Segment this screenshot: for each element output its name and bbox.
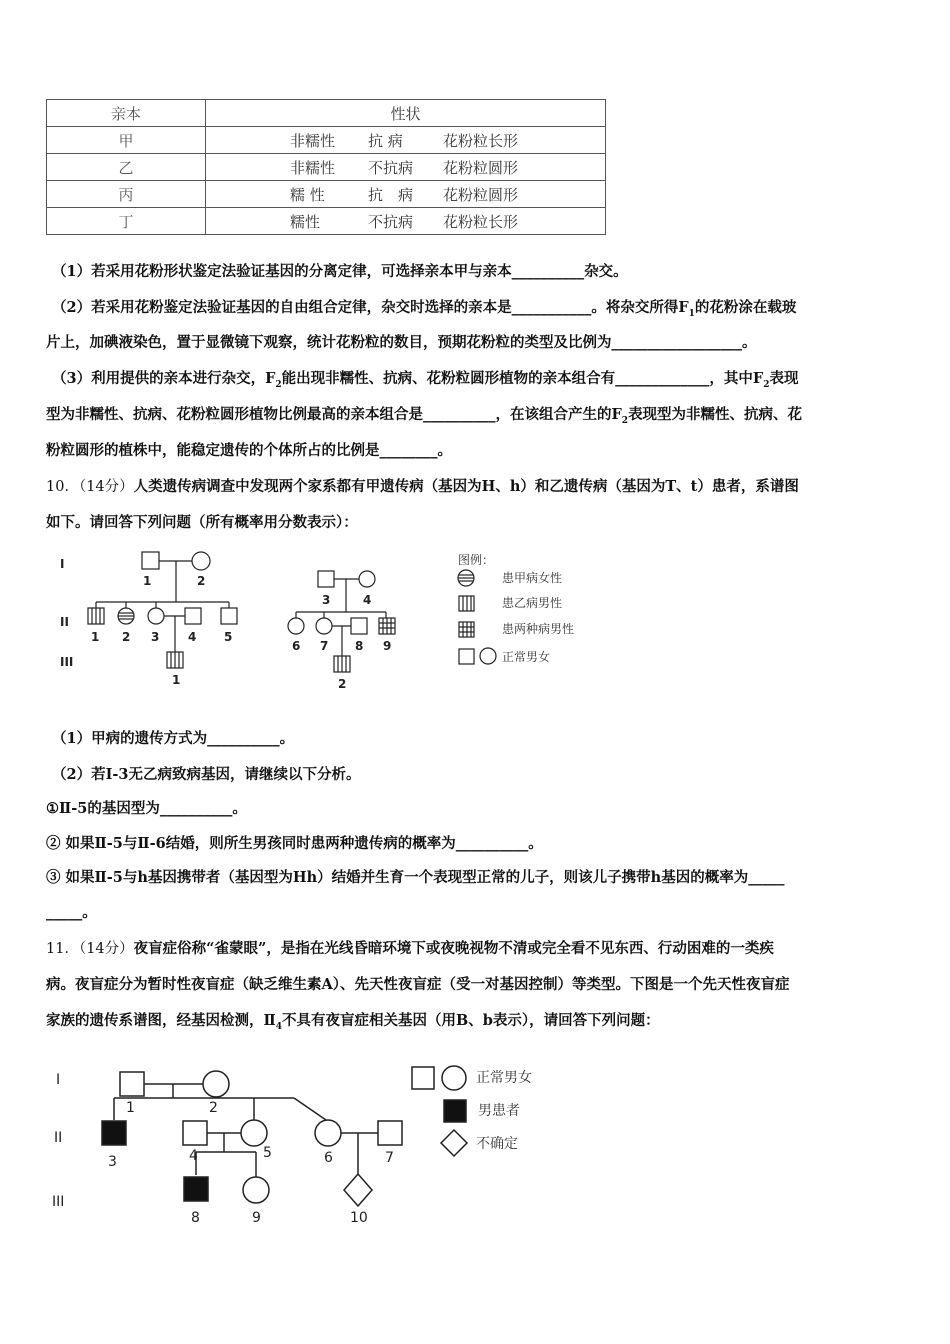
- q9-p3a-mid: 能出现非糯性、抗病、花粉粒圆形植物的亲本组合有_____________，其中F: [281, 370, 764, 387]
- gen-label: I: [56, 1072, 61, 1088]
- q9-p2a-tail: 的花粉涂在载玻: [694, 299, 797, 316]
- parent-cell: 丙: [47, 181, 206, 208]
- individual-label: 6: [292, 639, 301, 653]
- header-trait: 性状: [206, 100, 606, 127]
- q9-part3-line2: [46, 405, 908, 431]
- individual-label: 9: [383, 639, 392, 653]
- q11-intro-line1: [46, 939, 908, 959]
- q10-s3: ①Ⅱ-5的基因型为__________。: [46, 800, 247, 817]
- individual-label: 8: [191, 1210, 200, 1226]
- individual-label: 3: [151, 630, 160, 644]
- q9-p3b-tail: 表现型为非糯性、抗病、花: [628, 406, 803, 423]
- q9-p3a-head: （3）利用提供的亲本进行杂交，F: [52, 370, 276, 387]
- subscript: 2: [621, 415, 629, 426]
- table-row: [47, 154, 606, 181]
- male-symbol: [221, 608, 237, 624]
- male-symbol: [142, 552, 159, 569]
- table-header-row: [47, 100, 606, 127]
- individual-label: 1: [172, 673, 181, 687]
- male-symbol: [318, 571, 334, 587]
- legend-normal-female-icon: [480, 648, 496, 664]
- uncertain-symbol: [344, 1174, 372, 1206]
- q10-s4: ② 如果Ⅱ-5与Ⅱ-6结婚，则所生男孩同时患两种遗传病的概率为__________。: [46, 835, 543, 852]
- legend-uncertain-icon: [441, 1130, 467, 1156]
- trait-cell: [206, 127, 606, 154]
- q10-intro-line2: 如下。请回答下列问题（所有概率用分数表示）：: [46, 514, 358, 531]
- individual-label: 2: [197, 574, 206, 588]
- female-symbol: [288, 618, 304, 634]
- q9-p2a: （2）若采用花粉鉴定法验证基因的自由组合定律，杂交时选择的亲本是___________。将杂交所得F: [52, 299, 689, 316]
- trait-3: 花粉粒圆形: [443, 185, 519, 204]
- q10-s1: （1）甲病的遗传方式为__________。: [52, 730, 295, 747]
- trait-cell: [206, 181, 606, 208]
- legend-normal-female-icon: [442, 1066, 466, 1090]
- legend-label: 患乙病男性: [502, 596, 563, 610]
- gen-label: I: [60, 557, 65, 571]
- q11-intro-line2: 病。夜盲症分为暂时性夜盲症（缺乏维生素A）、先天性夜盲症（受一对基因控制）等类型。下图是一个先天性夜盲症: [46, 976, 790, 993]
- pedigree-figure-11: [46, 1060, 606, 1235]
- individual-label: 8: [355, 639, 364, 653]
- trait-1: 非糯性: [290, 131, 336, 150]
- trait-2: 不抗病: [368, 158, 414, 177]
- q11-intro1: 夜盲症俗称“雀蒙眼”，是指在光线昏暗环境下或夜晚视物不清或完全看不见东西、行动困难的一类疾: [133, 940, 774, 957]
- individual-label: 6: [324, 1150, 333, 1166]
- affected-male-symbol: [102, 1121, 126, 1145]
- subscript: 4: [275, 1021, 282, 1032]
- trait-2: 不抗病: [368, 212, 414, 231]
- q11-number: 11．（14分）: [46, 941, 134, 957]
- trait-2: 抗 病: [368, 185, 414, 204]
- individual-label: 1: [126, 1100, 135, 1116]
- gen-label: III: [52, 1194, 65, 1210]
- individual-label: 1: [143, 574, 152, 588]
- trait-cell: [206, 208, 606, 235]
- gen-label: II: [60, 615, 69, 629]
- q10-number: 10．（14分）: [46, 479, 134, 495]
- individual-label: 4: [363, 593, 372, 607]
- q9-p3b-head: 型为非糯性、抗病、花粉粒圆形植物比例最高的亲本组合是__________，在该组合产生的F: [46, 406, 622, 423]
- female-symbol: [243, 1177, 269, 1203]
- gen-label: III: [60, 655, 74, 669]
- individual-label: 5: [263, 1145, 272, 1161]
- individual-label: 4: [188, 630, 197, 644]
- individual-label: 4: [189, 1148, 198, 1164]
- traits-table: [46, 99, 606, 235]
- individual-label: 1: [91, 630, 100, 644]
- female-symbol: [203, 1071, 229, 1097]
- trait-1: 糯性: [290, 212, 321, 231]
- trait-cell: [206, 154, 606, 181]
- legend-label: 患甲病女性: [502, 571, 563, 585]
- individual-label: 7: [320, 639, 329, 653]
- female-symbol: [359, 571, 375, 587]
- header-parent: 亲本: [47, 100, 206, 127]
- individual-label: 2: [338, 677, 347, 690]
- q11-intro-line3: [46, 1011, 908, 1037]
- legend-title: 图例：: [458, 553, 495, 567]
- individual-label: 9: [252, 1210, 261, 1226]
- individual-label: 2: [209, 1100, 218, 1116]
- q9-part2-line1: [52, 298, 914, 324]
- subscript: 1: [688, 308, 695, 319]
- male-symbol: [185, 608, 201, 624]
- legend-affected-male-icon: [444, 1100, 466, 1122]
- q10-s2: （2）若I-3无乙病致病基因，请继续以下分析。: [52, 766, 361, 783]
- q9-part3-line3: 粉粒圆形的植株中，能稳定遗传的个体所占的比例是________。: [46, 442, 452, 459]
- legend-label: 不确定: [476, 1136, 518, 1152]
- male-symbol: [378, 1121, 402, 1145]
- individual-label: 5: [224, 630, 233, 644]
- individual-label: 2: [122, 630, 131, 644]
- legend-label: 男患者: [478, 1103, 520, 1119]
- affected-male-symbol: [184, 1177, 208, 1201]
- male-symbol: [120, 1072, 144, 1096]
- q9-part2-line2: 片上，加碘液染色，置于显微镜下观察，统计花粉粒的数目，预期花粉粒的类型及比例为__________________。: [46, 334, 757, 351]
- trait-3: 花粉粒长形: [443, 131, 519, 150]
- parent-cell: 甲: [47, 127, 206, 154]
- subscript: 2: [763, 379, 770, 390]
- pedigree-figure-10: [46, 540, 606, 690]
- table-row: [47, 208, 606, 235]
- q9-part3-line1: [52, 369, 914, 395]
- parent-cell: 乙: [47, 154, 206, 181]
- female-symbol: [148, 608, 164, 624]
- trait-1: 糯 性: [290, 185, 325, 204]
- individual-label: 3: [108, 1154, 117, 1170]
- individual-label: 7: [385, 1150, 394, 1166]
- female-symbol: [241, 1120, 267, 1146]
- legend-normal-male-icon: [412, 1067, 434, 1089]
- table-row: [47, 181, 606, 208]
- parent-cell: 丁: [47, 208, 206, 235]
- individual-label: 10: [350, 1210, 368, 1226]
- gen-label: II: [54, 1130, 63, 1146]
- legend-label: 患两种病男性: [502, 622, 575, 636]
- q10-intro1: 人类遗传病调查中发现两个家系都有甲遗传病（基因为H、h）和乙遗传病（基因为T、t）患者，系谱图: [133, 478, 799, 495]
- individual-label: 3: [322, 593, 331, 607]
- legend-label: 正常男女: [476, 1070, 532, 1086]
- q10-intro-line1: [46, 477, 908, 497]
- trait-2: 抗 病: [368, 131, 403, 150]
- q9-p3a-tail: 表现: [769, 370, 799, 387]
- female-symbol: [315, 1120, 341, 1146]
- male-symbol: [351, 618, 367, 634]
- q9-part1: （1）若采用花粉形状鉴定法验证基因的分离定律，可选择亲本甲与亲本__________杂交。: [52, 263, 628, 280]
- female-symbol: [316, 618, 332, 634]
- trait-3: 花粉粒圆形: [443, 158, 519, 177]
- q10-s6: _____。: [46, 904, 97, 921]
- legend-normal-male-icon: [459, 649, 474, 664]
- q11-intro3-tail: 不具有夜盲症相关基因（用B、b表示），请回答下列问题：: [282, 1012, 660, 1029]
- legend-label: 正常男女: [502, 650, 551, 664]
- q10-s5: ③ 如果Ⅱ-5与h基因携带者（基因型为Hh）结婚并生育一个表现型正常的儿子，则该儿子携带h基因的概率为_____: [46, 869, 785, 886]
- table-row: [47, 127, 606, 154]
- trait-3: 花粉粒长形: [443, 212, 519, 231]
- subscript: 2: [275, 379, 282, 390]
- q11-intro3-head: 家族的遗传系谱图，经基因检测，Ⅱ: [46, 1012, 276, 1029]
- trait-1: 非糯性: [290, 158, 336, 177]
- male-symbol: [183, 1121, 207, 1145]
- female-symbol: [192, 552, 210, 570]
